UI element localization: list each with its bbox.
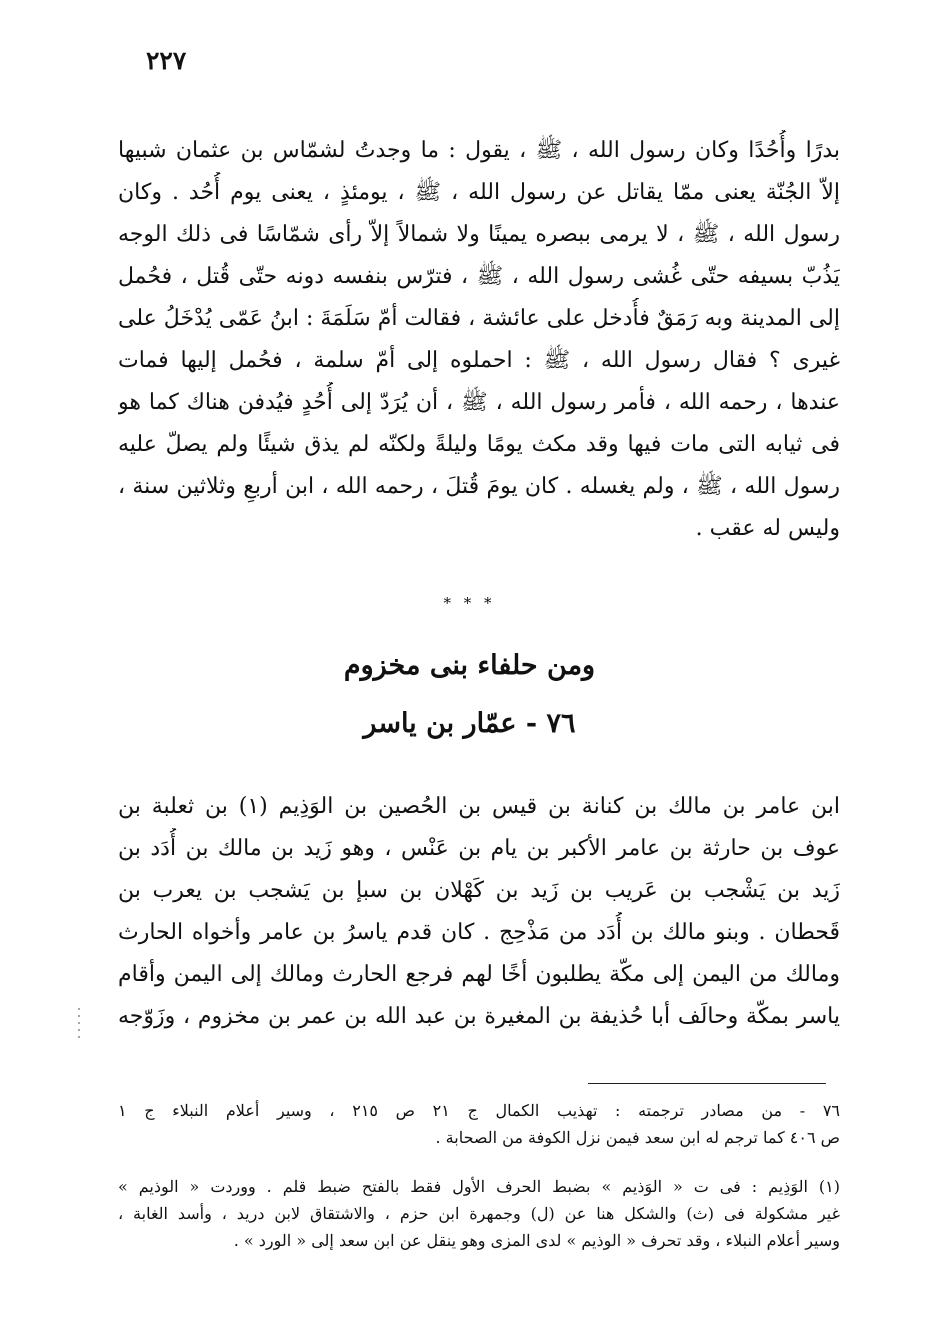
text-line: ياسر بمكّة وحالَف أبا حُذيفة بن المغيرة بن عبد الله بن عمر بن مخزوم ، وزَوّجه (118, 1004, 840, 1029)
text-line: عوف بن حارثة بن عامر الأكبر بن يام بن عَنْس ، وهو زَيد بن مالك بن أُدَد بن (118, 836, 840, 861)
paragraph-ammar (118, 786, 840, 1038)
text-line: إلاّ الجُنّة يعنى ممّا يقاتل عن رسول الله ، ﷺ ، يومئذٍ ، يعنى يوم أُحُد . وكان (118, 180, 840, 205)
section-heading: ومن حلفاء بنى مخزوم (343, 650, 596, 681)
footnote-line: وسير أعلام النبلاء ، وقد تحرف « الوذيم » لدى المزى وهو ينقل عن ابن سعد إلى « الورد » . (233, 1231, 840, 1250)
text-line: رسول الله ، ﷺ ، لا يرمى ببصره يمينًا ولا شمالاً إلاّ رأى شمّاسًا فى ذلك الوجه (118, 222, 840, 247)
footnote-divider (588, 1083, 826, 1084)
text-line: قَحطان . وبنو مالك بن أُدَد من مَذْحِج . كان قدم ياسرُ بن عامر وأخواه الحارث (118, 920, 840, 945)
text-line: رسول الله ، ﷺ ، ولم يغسله . كان يومَ قُتلَ ، رحمه الله ، ابن أربعِ وثلاثين سنة ، (118, 474, 840, 499)
text-line: إلى المدينة وبه رَمَقٌ فأُدخل على عائشة ، فقالت أمّ سَلَمَةَ : ابنُ عَمّى يُدْخَلُ على (118, 306, 840, 331)
text-line: فى ثيابه التى مات فيها وقد مكث يومًا وليلةً ولكنّه لم يذق شيئًا ولم يصلّ عليه (118, 432, 840, 457)
text-line: بدرًا وأُحُدًا وكان رسول الله ، ﷺ ، يقول : ما وجدتُ لشمّاس بن عثمان شبيها (118, 138, 840, 163)
text-line: ومالك من اليمن إلى مكّة يطلبون أخًا لهم فرجع الحارث ومالك إلى اليمن وأقام (118, 962, 840, 987)
text-line: غيرى ؟ فقال رسول الله ، ﷺ : احملوه إلى أمّ سلمة ، فحُمل إليها فمات (118, 348, 840, 373)
entry-heading: ٧٦ - عمّار بن ياسر (363, 708, 576, 739)
paragraph-shammas (118, 130, 840, 550)
text-line: وليس له عقب . (695, 516, 840, 541)
footnote-line: ص ٤٠٦ كما ترجم له ابن سعد فيمن نزل الكوفة من الصحابة . (435, 1128, 840, 1147)
footnote-sources (118, 1097, 840, 1151)
footnote-wadhim (118, 1173, 840, 1254)
page-number: ٢٢٧ (146, 46, 187, 75)
text-line: زَيد بن يَشْجب بن عَريب بن زَيد بن كَهْلان بن سبإ بن يَشجب بن يعرب بن (118, 878, 840, 903)
footnote-line: غير مشكولة فى (ث) والشكل هنا عن (ل) وجمهرة ابن حزم ، والاشتقاق لابن دريد ، وأسد الغابة ، (118, 1204, 840, 1223)
footnote-line: ٧٦ - من مصادر ترجمته : تهذيب الكمال ج ٢١ ص ٢١٥ ، وسير أعلام النبلاء ج ١ (118, 1101, 840, 1120)
text-line: يَذُبّ بسيفه حتّى غُشى رسول الله ، ﷺ ، فترّس بنفسه دونه حتّى قُتل ، فحُمل (118, 264, 840, 289)
text-line: ابن عامر بن مالك بن كنانة بن قيس بن الحُصين بن الوَذِيم (١) بن ثعلبة بن (118, 794, 840, 819)
section-separator: * * * (443, 594, 496, 612)
text-line: عندها ، رحمه الله ، فأمر رسول الله ، ﷺ ، أن يُرَدّ إلى أُحُدٍ فيُدفن هناك كما هو (118, 390, 840, 415)
margin-specks (76, 1006, 82, 1042)
footnote-line: (١) الوَذِيم : فى ت « الوَذيم » بضبط الحرف الأول فقط بالفتح ضبط قلم . ووردت « الوذيم » (118, 1177, 840, 1196)
